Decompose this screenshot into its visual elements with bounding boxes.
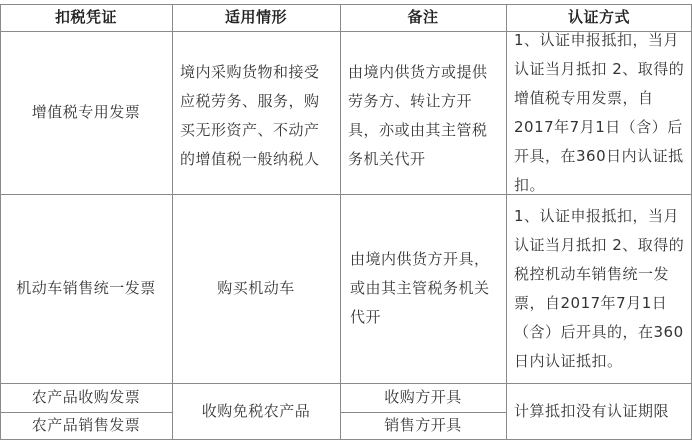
row3-note-sales: 销售方开具 [384,416,462,434]
column-divider [340,4,341,440]
row3-voucher-sales: 农产品销售发票 [31,416,141,434]
header-situation: 适用情形 [224,8,287,26]
row2-voucher: 机动车销售统一发票 [16,279,156,297]
row1-situation: 境内采购货物和接受应税劳务、服务，购买无形资产、不动产的增值税一般纳税人 [180,63,320,168]
row3-situation: 收购免税农产品 [201,401,311,420]
header-voucher: 扣税凭证 [54,8,117,26]
row3-note-purchase: 收购方开具 [384,388,462,406]
row1-voucher: 增值税专用发票 [31,103,141,121]
row1-note: 由境内供货方或提供劳务方、转让方开具，亦或由其主管税务机关代开 [348,63,488,168]
header-method: 认证方式 [567,8,630,26]
row3-voucher-purchase: 农产品收购发票 [31,388,141,406]
row3-method: 计算抵扣没有认证期限 [514,401,670,420]
row2-note: 由境内供货方开具，或由其主管税务机关代开 [350,249,490,326]
row1-method: 1、认证申报抵扣，当月认证当月抵扣 2、取得的增值税专用发票，自2017年7月1日（含）后开具，在360日内认证抵扣。 [514,30,685,194]
row2-situation: 购买机动车 [217,279,295,297]
row2-method: 1、认证申报抵扣，当月认证当月抵扣 2、取得的税控机动车销售统一发票，自2017年7月1日（含）后开具的，在360日内认证抵扣。 [514,206,685,370]
header-note: 备注 [407,8,439,26]
